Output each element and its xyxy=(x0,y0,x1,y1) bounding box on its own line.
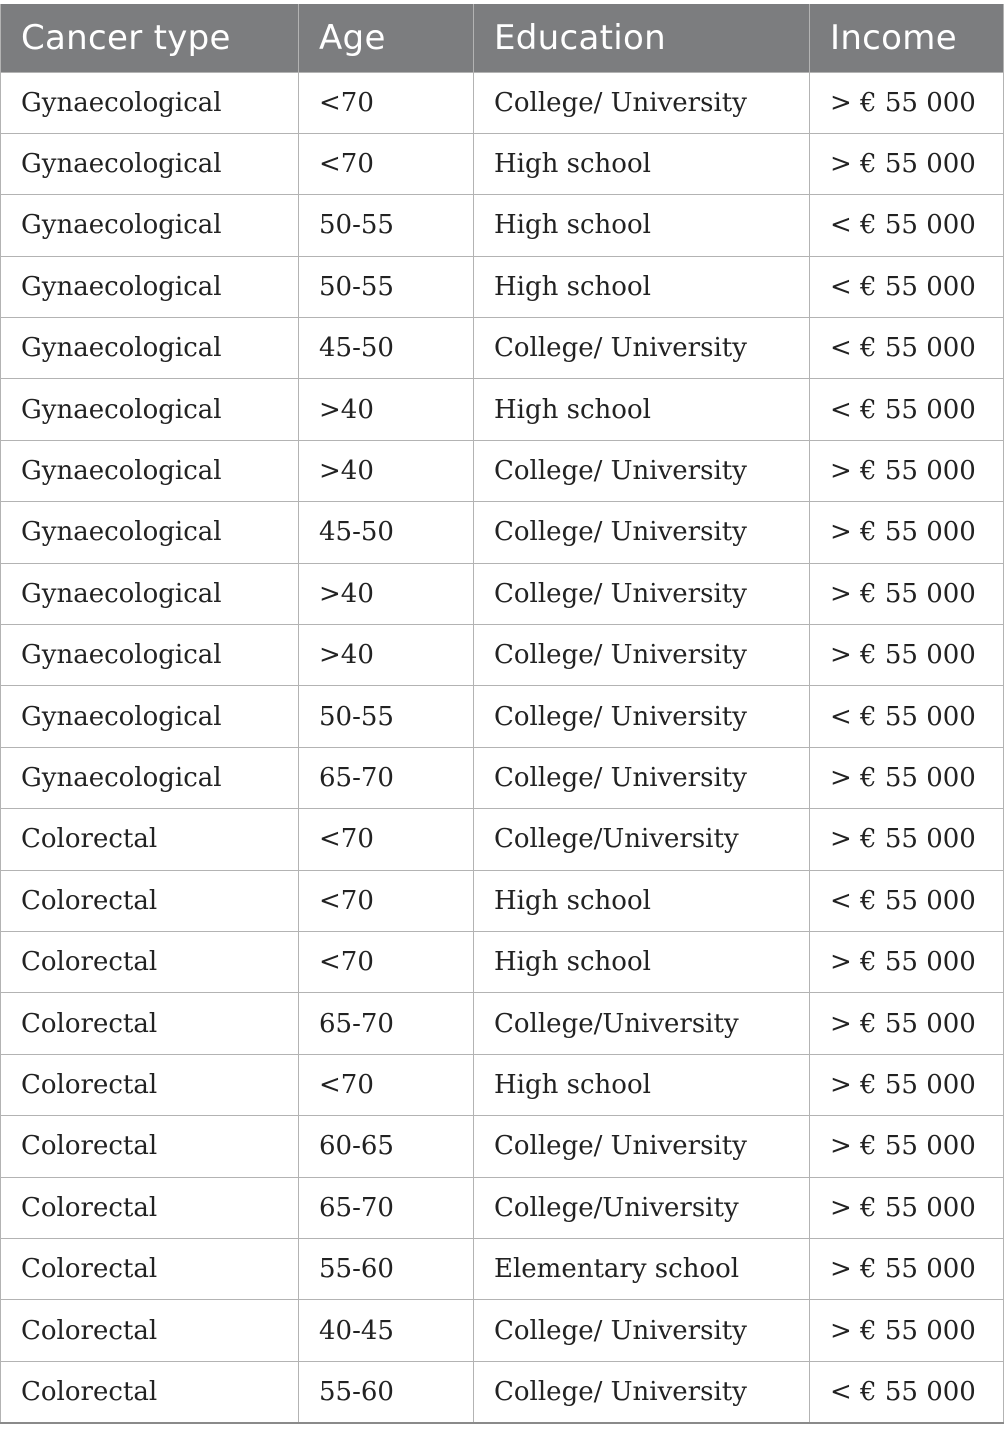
cell-education: Elementary school xyxy=(474,1238,810,1299)
cell-age: 65-70 xyxy=(299,993,474,1054)
cell-cancer-type: Gynaecological xyxy=(1,318,299,379)
header-row xyxy=(1,4,1004,72)
cell-income: < € 55 000 xyxy=(810,195,1004,256)
cell-cancer-type: Colorectal xyxy=(1,1177,299,1238)
table-row xyxy=(1,502,1004,563)
cell-education: High school xyxy=(474,931,810,992)
cell-education: College/ University xyxy=(474,747,810,808)
cell-education: College/ University xyxy=(474,1116,810,1177)
table-row xyxy=(1,72,1004,133)
cell-cancer-type: Gynaecological xyxy=(1,195,299,256)
table-row xyxy=(1,318,1004,379)
table-row xyxy=(1,195,1004,256)
cell-cancer-type: Gynaecological xyxy=(1,686,299,747)
cell-age: <70 xyxy=(299,1054,474,1115)
cell-cancer-type: Gynaecological xyxy=(1,747,299,808)
cell-cancer-type: Colorectal xyxy=(1,1054,299,1115)
table-row xyxy=(1,133,1004,194)
cell-age: 50-55 xyxy=(299,195,474,256)
table-row xyxy=(1,993,1004,1054)
cell-cancer-type: Colorectal xyxy=(1,1116,299,1177)
cell-cancer-type: Colorectal xyxy=(1,809,299,870)
cell-income: > € 55 000 xyxy=(810,1177,1004,1238)
cell-income: > € 55 000 xyxy=(810,931,1004,992)
cell-education: College/ University xyxy=(474,686,810,747)
table-row xyxy=(1,379,1004,440)
table-row xyxy=(1,256,1004,317)
cell-cancer-type: Gynaecological xyxy=(1,563,299,624)
table-row xyxy=(1,440,1004,501)
cell-education: High school xyxy=(474,195,810,256)
cell-age: <70 xyxy=(299,72,474,133)
cell-cancer-type: Gynaecological xyxy=(1,625,299,686)
cell-education: College/ University xyxy=(474,1361,810,1422)
demographics-table xyxy=(0,4,1004,1424)
cell-education: High school xyxy=(474,133,810,194)
cell-age: >40 xyxy=(299,379,474,440)
cell-income: > € 55 000 xyxy=(810,993,1004,1054)
cell-education: College/University xyxy=(474,1177,810,1238)
cell-income: > € 55 000 xyxy=(810,72,1004,133)
cell-cancer-type: Colorectal xyxy=(1,931,299,992)
cell-education: College/ University xyxy=(474,72,810,133)
table-row xyxy=(1,1116,1004,1177)
cell-education: College/ University xyxy=(474,502,810,563)
header-education: Education xyxy=(474,4,810,72)
cell-income: > € 55 000 xyxy=(810,1238,1004,1299)
table-row xyxy=(1,563,1004,624)
cell-cancer-type: Gynaecological xyxy=(1,256,299,317)
cell-income: > € 55 000 xyxy=(810,747,1004,808)
data-table-container xyxy=(0,4,1003,1424)
cell-cancer-type: Gynaecological xyxy=(1,379,299,440)
cell-income: < € 55 000 xyxy=(810,256,1004,317)
table-row xyxy=(1,625,1004,686)
table-row xyxy=(1,931,1004,992)
cell-income: > € 55 000 xyxy=(810,625,1004,686)
cell-income: < € 55 000 xyxy=(810,1361,1004,1422)
table-row xyxy=(1,1238,1004,1299)
table-row xyxy=(1,686,1004,747)
cell-cancer-type: Colorectal xyxy=(1,1238,299,1299)
cell-education: College/ University xyxy=(474,563,810,624)
cell-cancer-type: Colorectal xyxy=(1,1300,299,1361)
cell-age: <70 xyxy=(299,809,474,870)
cell-income: < € 55 000 xyxy=(810,318,1004,379)
cell-age: 55-60 xyxy=(299,1238,474,1299)
cell-age: <70 xyxy=(299,870,474,931)
cell-education: College/ University xyxy=(474,1300,810,1361)
cell-age: 45-50 xyxy=(299,318,474,379)
cell-education: High school xyxy=(474,870,810,931)
cell-education: High school xyxy=(474,256,810,317)
cell-cancer-type: Colorectal xyxy=(1,870,299,931)
cell-income: > € 55 000 xyxy=(810,440,1004,501)
cell-education: High school xyxy=(474,379,810,440)
cell-cancer-type: Gynaecological xyxy=(1,502,299,563)
cell-education: College/ University xyxy=(474,440,810,501)
cell-age: 60-65 xyxy=(299,1116,474,1177)
cell-income: < € 55 000 xyxy=(810,379,1004,440)
cell-age: 50-55 xyxy=(299,256,474,317)
table-row xyxy=(1,1177,1004,1238)
cell-education: College/ University xyxy=(474,625,810,686)
header-income: Income xyxy=(810,4,1004,72)
header-cancer-type: Cancer type xyxy=(1,4,299,72)
cell-age: >40 xyxy=(299,563,474,624)
cell-income: < € 55 000 xyxy=(810,686,1004,747)
cell-income: > € 55 000 xyxy=(810,502,1004,563)
cell-age: 50-55 xyxy=(299,686,474,747)
cell-education: High school xyxy=(474,1054,810,1115)
cell-cancer-type: Gynaecological xyxy=(1,133,299,194)
cell-education: College/University xyxy=(474,993,810,1054)
table-row xyxy=(1,870,1004,931)
cell-income: < € 55 000 xyxy=(810,870,1004,931)
cell-cancer-type: Gynaecological xyxy=(1,440,299,501)
cell-income: > € 55 000 xyxy=(810,1300,1004,1361)
cell-cancer-type: Gynaecological xyxy=(1,72,299,133)
cell-age: 40-45 xyxy=(299,1300,474,1361)
table-row xyxy=(1,1054,1004,1115)
cell-age: <70 xyxy=(299,133,474,194)
cell-income: > € 55 000 xyxy=(810,133,1004,194)
cell-cancer-type: Colorectal xyxy=(1,993,299,1054)
cell-education: College/ University xyxy=(474,318,810,379)
table-body xyxy=(1,72,1004,1423)
table-header xyxy=(1,4,1004,72)
cell-income: > € 55 000 xyxy=(810,1116,1004,1177)
cell-age: >40 xyxy=(299,440,474,501)
cell-education: College/University xyxy=(474,809,810,870)
cell-age: 65-70 xyxy=(299,747,474,808)
table-row xyxy=(1,747,1004,808)
cell-age: <70 xyxy=(299,931,474,992)
cell-age: >40 xyxy=(299,625,474,686)
cell-income: > € 55 000 xyxy=(810,809,1004,870)
cell-age: 65-70 xyxy=(299,1177,474,1238)
table-row xyxy=(1,809,1004,870)
cell-income: > € 55 000 xyxy=(810,1054,1004,1115)
cell-income: > € 55 000 xyxy=(810,563,1004,624)
cell-cancer-type: Colorectal xyxy=(1,1361,299,1422)
header-age: Age xyxy=(299,4,474,72)
table-row xyxy=(1,1300,1004,1361)
cell-age: 55-60 xyxy=(299,1361,474,1422)
cell-age: 45-50 xyxy=(299,502,474,563)
table-row xyxy=(1,1361,1004,1422)
